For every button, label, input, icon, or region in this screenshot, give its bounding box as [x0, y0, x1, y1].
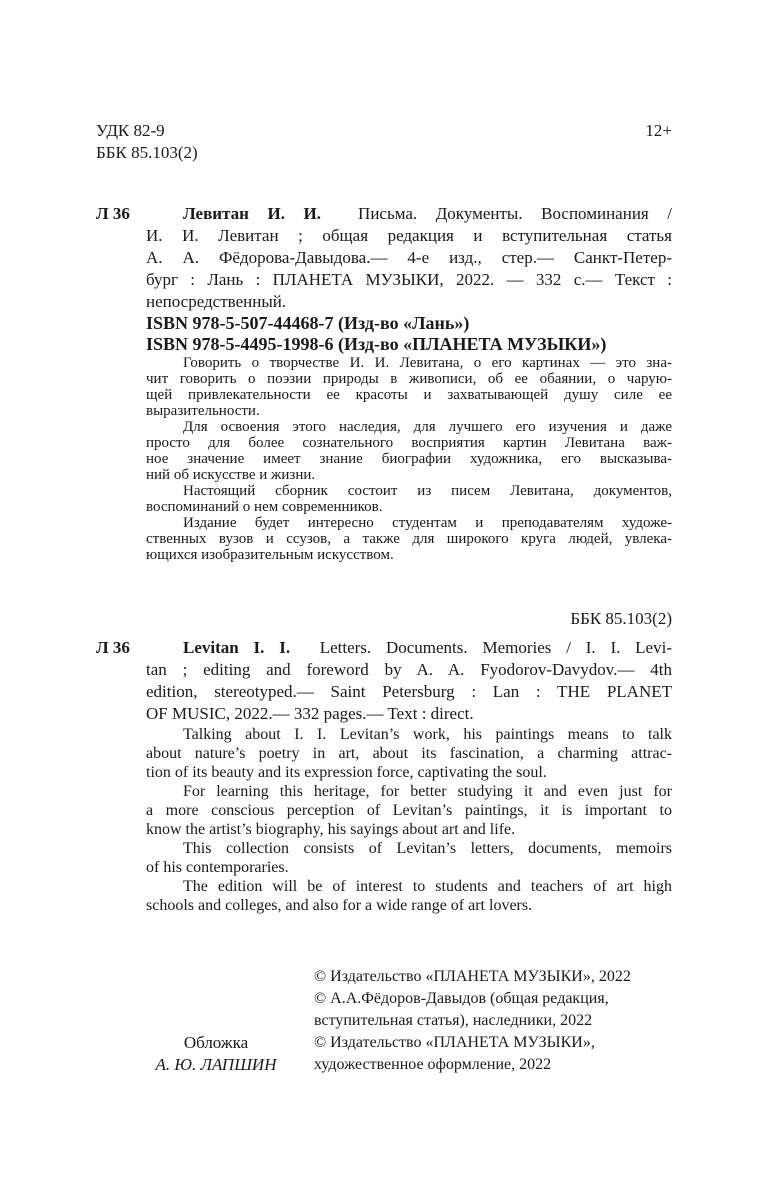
paragraph-line: Настоящий сборник состоит из писем Левитана, документов, [183, 483, 672, 499]
bbk-code: ББК 85.103(2) [96, 143, 198, 162]
english-annotation [146, 637, 672, 915]
bib-text: Letters. Documents. Memories / I. I. Levi- [290, 638, 672, 657]
paragraph-line: ственных вузов и ссузов, а также для широкого круга людей, увлека- [146, 531, 672, 547]
paragraph-line: The edition will be of interest to students and teachers of art high [183, 878, 672, 895]
library-code-ru: Л 36 [96, 204, 130, 223]
paragraph-line: about nature’s poetry in art, about its fascination, a charming attrac- [146, 745, 672, 762]
bib-text: Письма. Документы. Воспоминания / [320, 204, 672, 223]
library-code-en: Л 36 [96, 638, 130, 657]
bib-line [146, 269, 672, 291]
copyright-line: © Издательство «ПЛАНЕТА МУЗЫКИ», [314, 1034, 595, 1051]
bbk-code-ru: ББК 85.103(2) [570, 609, 672, 628]
cover-artist: А. Ю. ЛАПШИН [155, 1055, 277, 1074]
bib-line [146, 225, 672, 247]
paragraph-line: Talking about I. I. Levitan’s work, his paintings means to talk [183, 726, 672, 743]
paragraph-line: Издание будет интересно студентам и преподавателям художе- [183, 515, 672, 531]
paragraph-line: For learning this heritage, for better studying it and even just for [183, 783, 672, 800]
bib-line [146, 659, 672, 681]
paragraph-line: of his contemporaries. [146, 859, 289, 876]
paragraph-line: schools and colleges, and also for a wide range of art lovers. [146, 897, 533, 914]
paragraph-line: know the artist’s biography, his sayings about art and life. [146, 821, 516, 838]
copyright-line: © А.А.Фёдоров-Давыдов (общая редакция, [314, 990, 609, 1007]
paragraph-line: ний об искусстве и жизни. [146, 467, 316, 483]
isbn-line: ISBN 978-5-4495-1998-6 (Изд-во «ПЛАНЕТА МУЗЫКИ») [146, 334, 607, 354]
paragraph-line: ное значение имеет знание биографии художника, его высказыва- [146, 451, 672, 467]
cover-credit [146, 1032, 286, 1076]
bib-text: И. И. Левитан ; общая редакция и вступительная статья [146, 226, 672, 245]
copyright-line: вступительная статья), наследники, 2022 [314, 1012, 593, 1029]
paragraph-line: воспоминаний о нем современников. [146, 499, 383, 515]
author-name: Levitan I. I. [183, 638, 291, 657]
paragraph-line: a more conscious perception of Levitan’s paintings, it is important to [146, 802, 672, 819]
bib-text: tan ; editing and foreword by A. A. Fyodorov-Davydov.— 4th [146, 660, 672, 679]
bib-text: edition, stereotyped.— Saint Petersburg : Lan : THE PLANET [146, 682, 672, 701]
bib-line [146, 247, 672, 269]
bib-text: бург : Лань : ПЛАНЕТА МУЗЫКИ, 2022. — 332 с.— Текст : [146, 270, 672, 289]
paragraph-line: Говорить о творчестве И. И. Левитана, о его картинах — это зна- [183, 355, 672, 371]
copyright-notices [314, 966, 631, 1076]
paragraph-line: выразительности. [146, 403, 260, 419]
udk-code: УДК 82-9 [96, 121, 165, 140]
russian-annotation [146, 203, 672, 563]
copyright-line: художественное оформление, 2022 [314, 1056, 552, 1073]
bib-line [146, 637, 672, 659]
paragraph-line: This collection consists of Levitan’s letters, documents, memoirs [183, 840, 672, 857]
paragraph-line: Для освоения этого наследия, для лучшего его изучения и даже [183, 419, 672, 435]
age-rating: 12+ [645, 121, 672, 140]
paragraph-line: чит говорить о поэзии природы в живописи, об ее обаянии, о чарую- [146, 371, 672, 387]
bib-text: непосредственный. [146, 292, 287, 311]
bib-line [146, 203, 672, 225]
bib-text: А. А. Фёдорова-Давыдова.— 4-е изд., стер.— Санкт-Петер- [146, 248, 672, 267]
isbn-line: ISBN 978-5-507-44468-7 (Изд-во «Лань») [146, 313, 470, 333]
copyright-line: © Издательство «ПЛАНЕТА МУЗЫКИ», 2022 [314, 968, 631, 985]
bib-line [146, 291, 672, 313]
paragraph-line: щей привлекательности ее красоты и захватывающей душу силе ее [146, 387, 672, 403]
bib-text: OF MUSIC, 2022.— 332 pages.— Text : direct. [146, 704, 474, 723]
paragraph-line: ющихся изобразительным искусством. [146, 547, 394, 563]
paragraph-line: просто для более сознательного восприятия картин Левитана важ- [146, 435, 672, 451]
author-name: Левитан И. И. [183, 204, 321, 223]
cover-label: Обложка [183, 1033, 249, 1052]
bib-line [146, 681, 672, 703]
paragraph-line: tion of its beauty and its expression force, captivating the soul. [146, 764, 547, 781]
bib-line [146, 703, 672, 725]
